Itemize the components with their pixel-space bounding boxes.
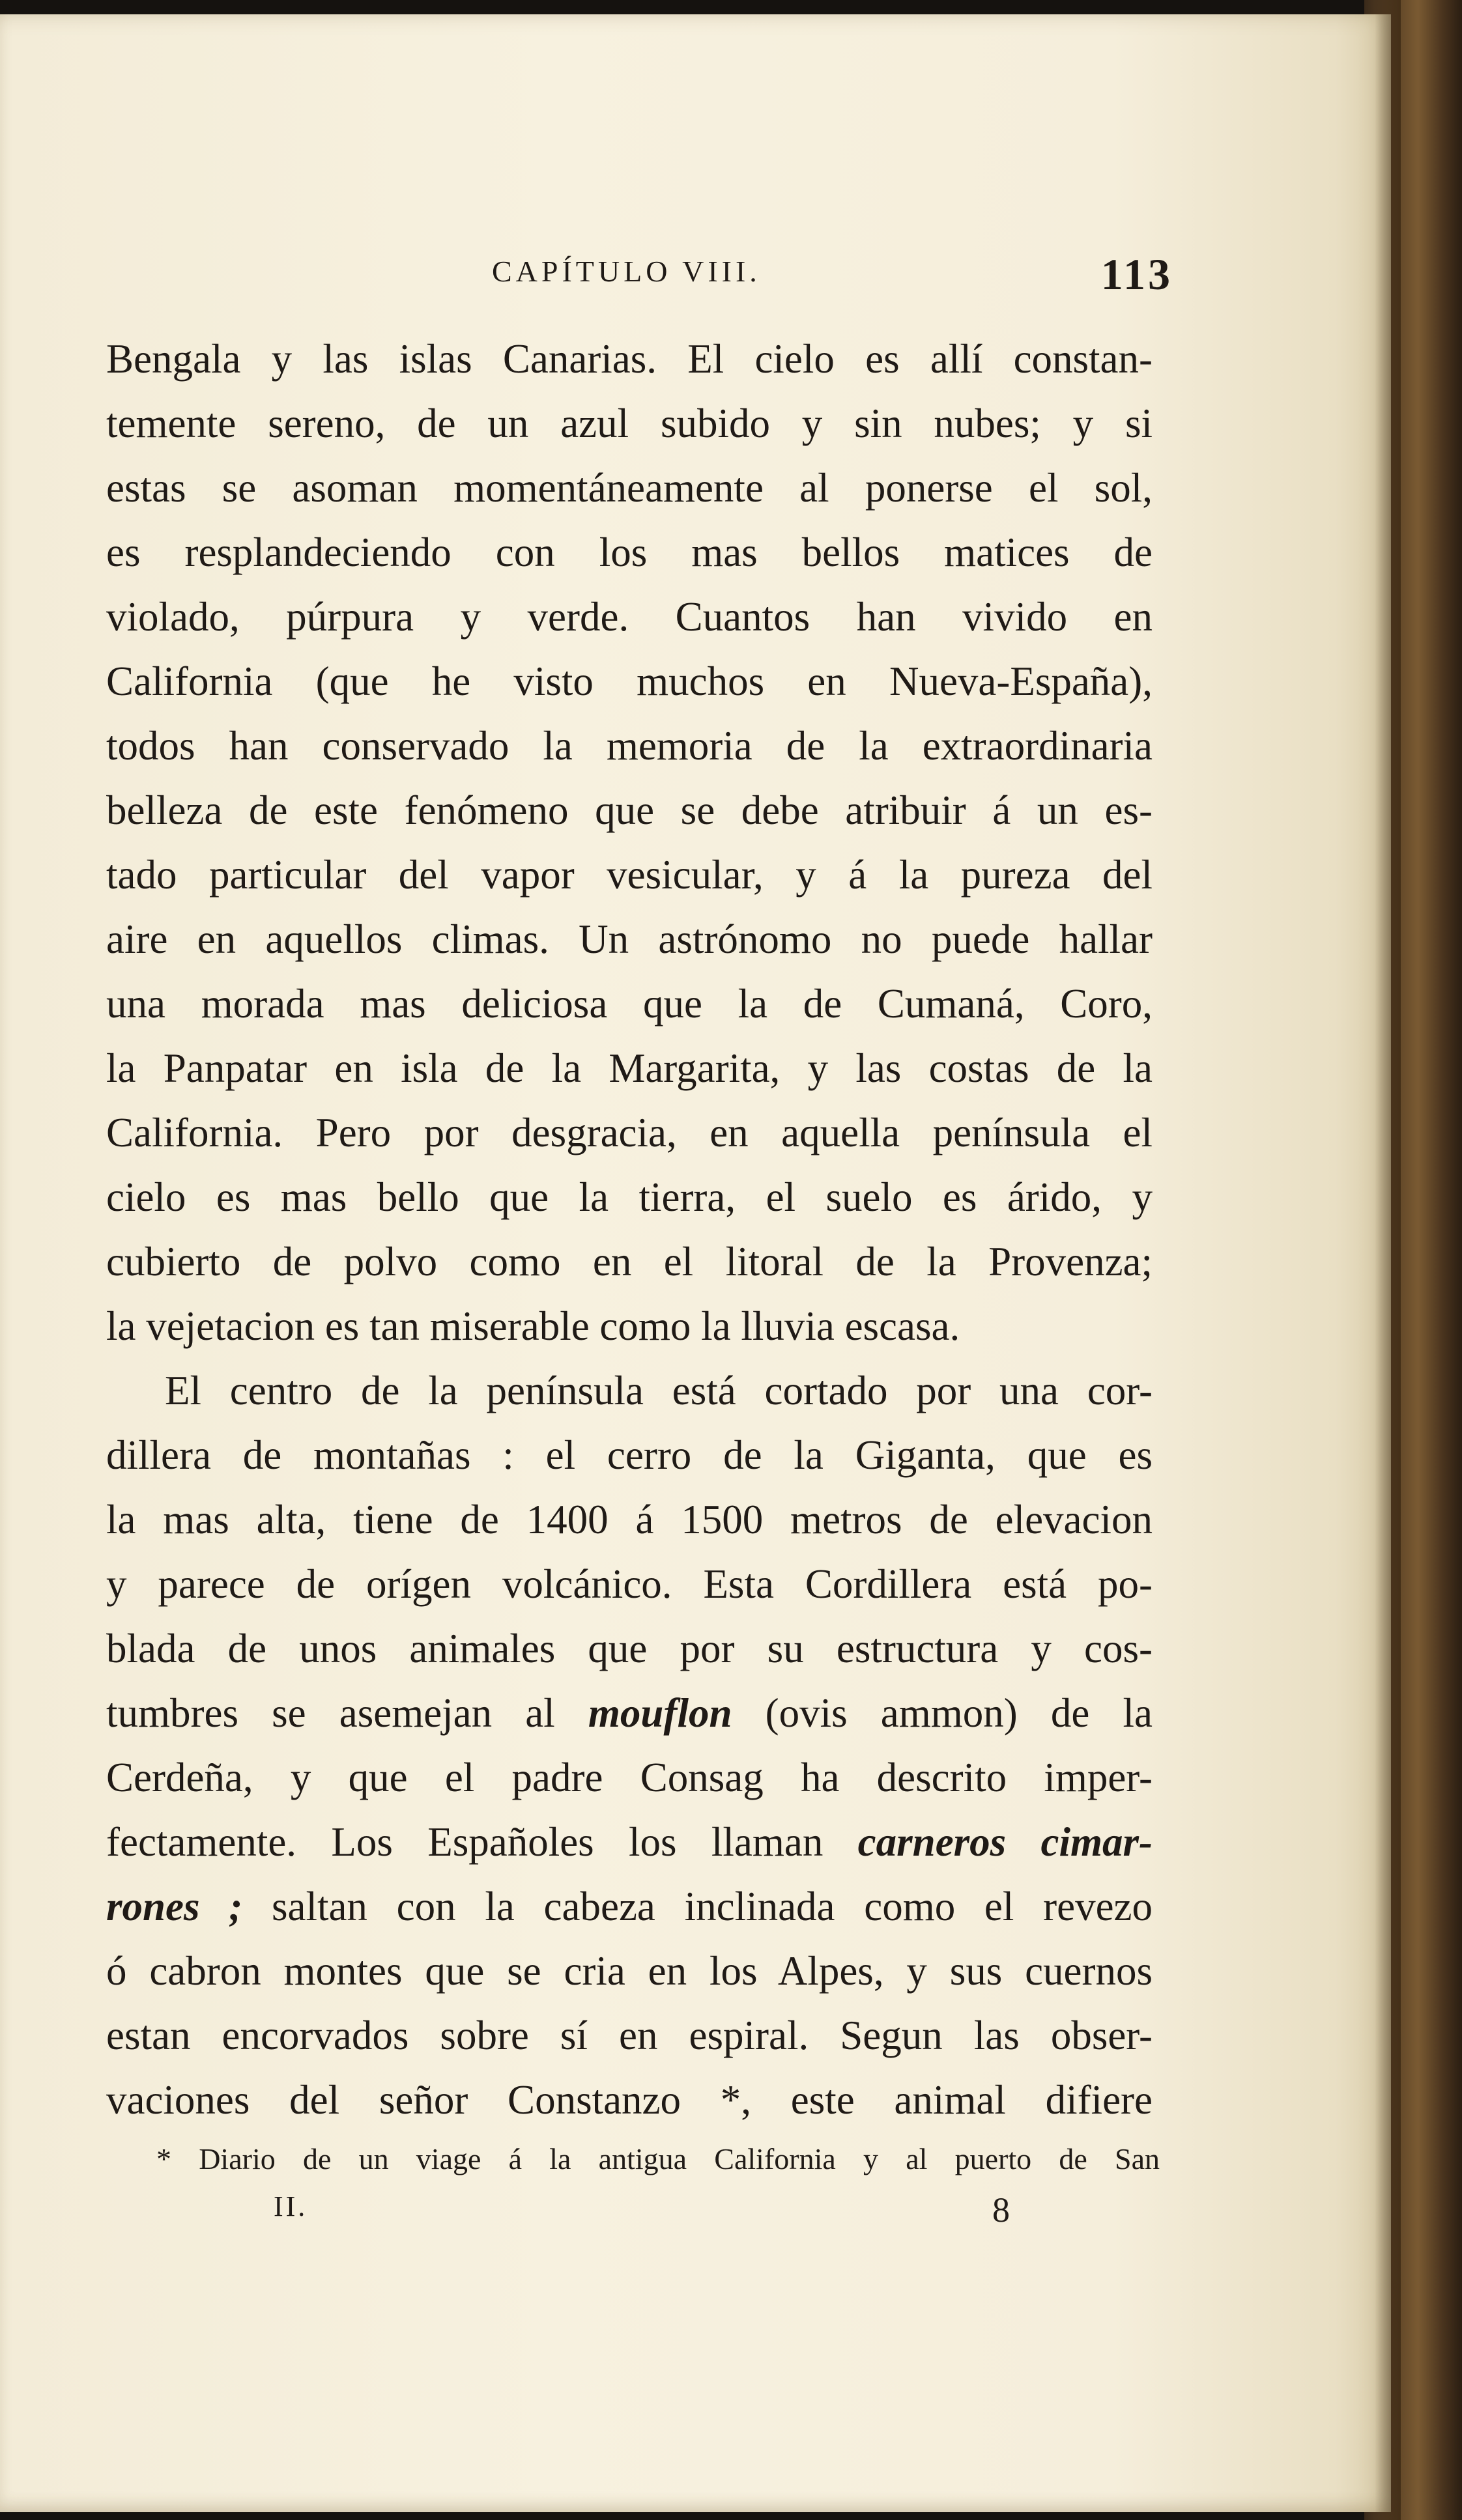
text-segment: fectamente. Los Españoles los llaman [106, 1819, 824, 1865]
signature-row [274, 2190, 1010, 2235]
text-line: la Panpatar en isla de la Margarita, y las costas de la [106, 1045, 1153, 1091]
text-line: cubierto de polvo como en el litoral de la Provenza; [106, 1239, 1153, 1284]
chapter-title: CAPÍTULO VIII. [492, 255, 761, 288]
text-line: blada de unos animales que por su estructura y cos- [106, 1626, 1153, 1671]
text-line: California. Pero por desgracia, en aquella península el [106, 1110, 1153, 1155]
footnote: * Diario de un viage á la antigua California y al puerto de San [156, 2142, 1160, 2175]
text-line: y parece de orígen volcánico. Esta Cordillera está po- [106, 1561, 1153, 1607]
text-segment: (ovis ammon) de la [765, 1690, 1153, 1736]
text-line: vaciones del señor Constanzo *, este animal difiere [106, 2077, 1153, 2123]
text-line: Cerdeña, y que el padre Consag ha descrito imper- [106, 1755, 1153, 1800]
italic-term: carneros cimar- [857, 1819, 1153, 1865]
text-line-with-italic [106, 1681, 1153, 1746]
page-number: 113 [1100, 249, 1173, 299]
volume-mark: II. [274, 2190, 308, 2222]
text-line: estas se asoman momentáneamente al ponerse el sol, [106, 465, 1153, 511]
running-head [104, 249, 1173, 307]
text-line: temente sereno, de un azul subido y sin nubes; y si [106, 401, 1153, 446]
text-line: cielo es mas bello que la tierra, el suelo es árido, y [106, 1174, 1153, 1220]
text-line: la mas alta, tiene de 1400 á 1500 metros de elevacion [106, 1497, 1153, 1542]
text-line: todos han conservado la memoria de la extraordinaria [106, 723, 1153, 769]
text-line: violado, púrpura y verde. Cuantos han vivido en [106, 594, 1153, 640]
italic-term: rones ; [106, 1884, 243, 1929]
text-line: ó cabron montes que se cria en los Alpes, y sus cuernos [106, 1948, 1153, 1994]
text-line: una morada mas deliciosa que la de Cumaná, Coro, [106, 981, 1153, 1026]
page-edge-shadow [1375, 0, 1401, 2520]
text-line: la vejetacion es tan miserable como la lluvia escasa. [106, 1303, 960, 1349]
text-line-with-italic [106, 1810, 1153, 1875]
text-line: Bengala y las islas Canarias. El cielo es allí constan- [106, 336, 1153, 382]
paragraph-first-line: El centro de la península está cortado por una cor- [165, 1368, 1153, 1413]
page-paper [0, 14, 1391, 2512]
text-line-with-italic [106, 1875, 1153, 1939]
text-line: dillera de montañas : el cerro de la Giganta, que es [106, 1432, 1153, 1478]
text-line: tado particular del vapor vesicular, y á la pureza del [106, 852, 1153, 898]
text-segment: tumbres se asemejan al [106, 1690, 555, 1736]
text-line: belleza de este fenómeno que se debe atribuir á un es- [106, 787, 1153, 833]
italic-term: mouflon [588, 1690, 732, 1736]
text-line: aire en aquellos climas. Un astrónomo no puede hallar [106, 916, 1153, 962]
text-line: California (que he visto muchos en Nueva-España), [106, 658, 1153, 704]
text-line: estan encorvados sobre sí en espiral. Segun las obser- [106, 2013, 1153, 2058]
text-line: es resplandeciendo con los mas bellos matices de [106, 530, 1153, 575]
text-segment: saltan con la cabeza inclinada como el revezo [271, 1884, 1153, 1929]
body-text [106, 327, 1153, 2132]
signature-mark: 8 [992, 2190, 1010, 2230]
